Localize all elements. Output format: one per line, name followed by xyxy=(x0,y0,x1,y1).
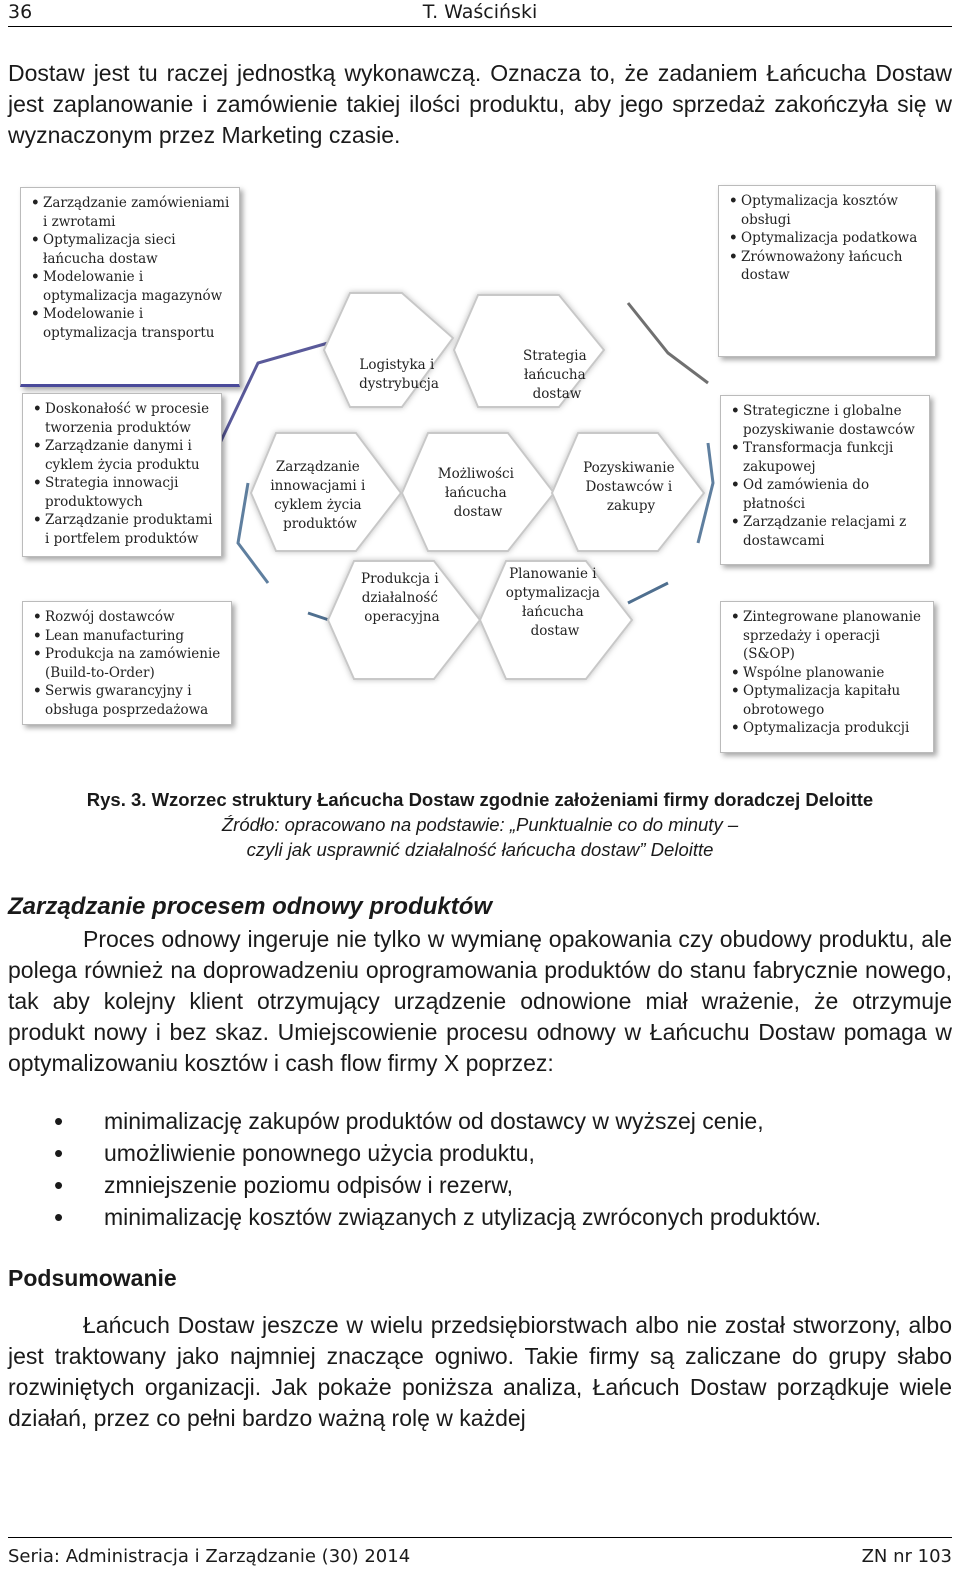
box-top-right xyxy=(718,185,936,357)
page-footer xyxy=(8,1537,952,1567)
connector-bottom-right xyxy=(628,583,668,603)
connector-top-right xyxy=(628,303,708,383)
box-item: • Doskonałość w procesie tworzenia produktów xyxy=(45,400,213,437)
hex-innovation-label: Zarządzanie innowacjami i cyklem życia produktów xyxy=(270,459,366,532)
box-bottom-right xyxy=(720,601,934,753)
list-item: • minimalizację kosztów związanych z utylizacją zwróconych produktów. xyxy=(8,1201,952,1233)
hex-production-label: Produkcja i działalność operacyjna xyxy=(361,571,440,625)
box-item: • Optymalizacja kapitału obrotowego xyxy=(743,682,925,719)
running-author: T. Waściński xyxy=(422,1,538,23)
figure-caption xyxy=(8,787,952,862)
box-mid-right xyxy=(720,395,930,565)
section-renewal-paragraph: Proces odnowy ingeruje nie tylko w wymianę opakowania czy obudowy produktu, ale polega również na doprowadzeniu oprogramowania produktów do stanu fabrycznie nowego, tak aby kolejny klient otrzymujący urządzenie odnowione miał wrażenie, że otrzymuje produkt nowy i bez skaz. Umiejscowienie procesu odnowy w Łańcuchu Dostaw pomaga w optymalizowaniu kosztów i cash flow firmy X poprzez: xyxy=(8,926,952,1076)
box-top-left xyxy=(20,187,240,387)
box-item: • Zarządzanie zamówieniami i zwrotami xyxy=(43,194,231,231)
intro-paragraph: Dostaw jest tu raczej jednostką wykonawczą. Oznacza to, że zadaniem Łańcucha Dostaw jest zaplanowanie i zamówienie takiej ilości produktu, aby jego sprzedaż zakończyła się w wyznaczonym przez Marketing czasie. xyxy=(8,60,952,148)
footer-issue: ZN nr 103 xyxy=(861,1546,952,1567)
box-item: • Rozwój dostawców xyxy=(45,608,223,627)
box-item: • Zrównoważony łańcuch dostaw xyxy=(741,248,927,285)
hex-planning-label: Planowanie i optymalizacja łańcucha dostaw xyxy=(505,566,600,639)
box-item: • Lean manufacturing xyxy=(45,627,223,646)
caption-source-line2: czyli jak usprawnić działalność łańcucha dostaw” Deloitte xyxy=(246,839,714,860)
box-item: • Strategia innowacji produktowych xyxy=(45,474,213,511)
box-bottom-left xyxy=(22,601,232,725)
box-item: • Transformacja funkcji zakupowej xyxy=(743,439,921,476)
box-item: • Wspólne planowanie xyxy=(743,664,925,683)
box-item: • Zarządzanie produktami i portfelem produktów xyxy=(45,511,213,548)
box-item: • Zarządzanie danymi i cyklem życia produktu xyxy=(45,437,213,474)
box-item: • Strategiczne i globalne pozyskiwanie dostawców xyxy=(743,402,921,439)
section-heading-renewal: Zarządzanie procesem odnowy produktów xyxy=(8,893,493,920)
page-header xyxy=(8,0,952,27)
list-item: • zmniejszenie poziomu odpisów i rezerw, xyxy=(8,1169,952,1201)
box-item: • Optymalizacja podatkowa xyxy=(741,229,927,248)
caption-source-line1: Źródło: opracowano na podstawie: „Punktualnie co do minuty – xyxy=(221,814,739,835)
hex-sourcing-label: Pozyskiwanie Dostawców i zakupy xyxy=(583,460,675,514)
caption-title: Rys. 3. Wzorzec struktury Łańcucha Dostaw zgodnie założeniami firmy doradczej Deloitte xyxy=(86,789,874,810)
box-item: • Produkcja na zamówienie (Build-to-Order) xyxy=(45,645,223,682)
footer-series: Seria: Administracja i Zarządzanie (30) 2014 xyxy=(8,1546,411,1567)
box-item: • Modelowanie i optymalizacja transportu xyxy=(43,305,231,342)
hex-strategy-label: Strategia łańcucha dostaw xyxy=(523,348,587,402)
section-heading-summary: Podsumowanie xyxy=(8,1265,177,1291)
deloitte-supply-chain-figure xyxy=(8,183,952,763)
box-item: • Serwis gwarancyjny i obsługa posprzedażowa xyxy=(45,682,223,719)
box-item: • Optymalizacja sieci łańcucha dostaw xyxy=(43,231,231,268)
hex-capabilities-label: Możliwości łańcucha dostaw xyxy=(437,466,514,520)
box-item: • Modelowanie i optymalizacja magazynów xyxy=(43,268,231,305)
box-item: • Optymalizacja produkcji xyxy=(743,719,925,738)
box-item: • Zarządzanie relacjami z dostawcami xyxy=(743,513,921,550)
renewal-benefits-list xyxy=(8,1105,952,1233)
list-item: • umożliwienie ponownego użycia produktu, xyxy=(8,1137,952,1169)
box-item: • Optymalizacja kosztów obsługi xyxy=(741,192,927,229)
list-item: • minimalizację zakupów produktów od dostawcy w wyższej cenie, xyxy=(8,1105,952,1137)
box-item: • Zintegrowane planowanie sprzedaży i operacji (S&OP) xyxy=(743,608,925,664)
box-mid-left xyxy=(22,393,222,557)
hex-logistics-label: Logistyka i dystrybucja xyxy=(359,357,439,392)
page-number: 36 xyxy=(8,1,33,23)
section-summary-paragraph: Łańcuch Dostaw jeszcze w wielu przedsiębiorstwach albo nie został stworzony, albo jest traktowany jako najmniej znaczące ogniwo. Takie firmy są zaliczane do grupy słabo rozwiniętych organizacji. Jak pokaże poniższa analiza, Łańcuch Dostaw porządkuje wiele działań, przez co pełni bardzo ważną rolę w każdej xyxy=(8,1312,952,1431)
box-item: • Od zamówienia do płatności xyxy=(743,476,921,513)
